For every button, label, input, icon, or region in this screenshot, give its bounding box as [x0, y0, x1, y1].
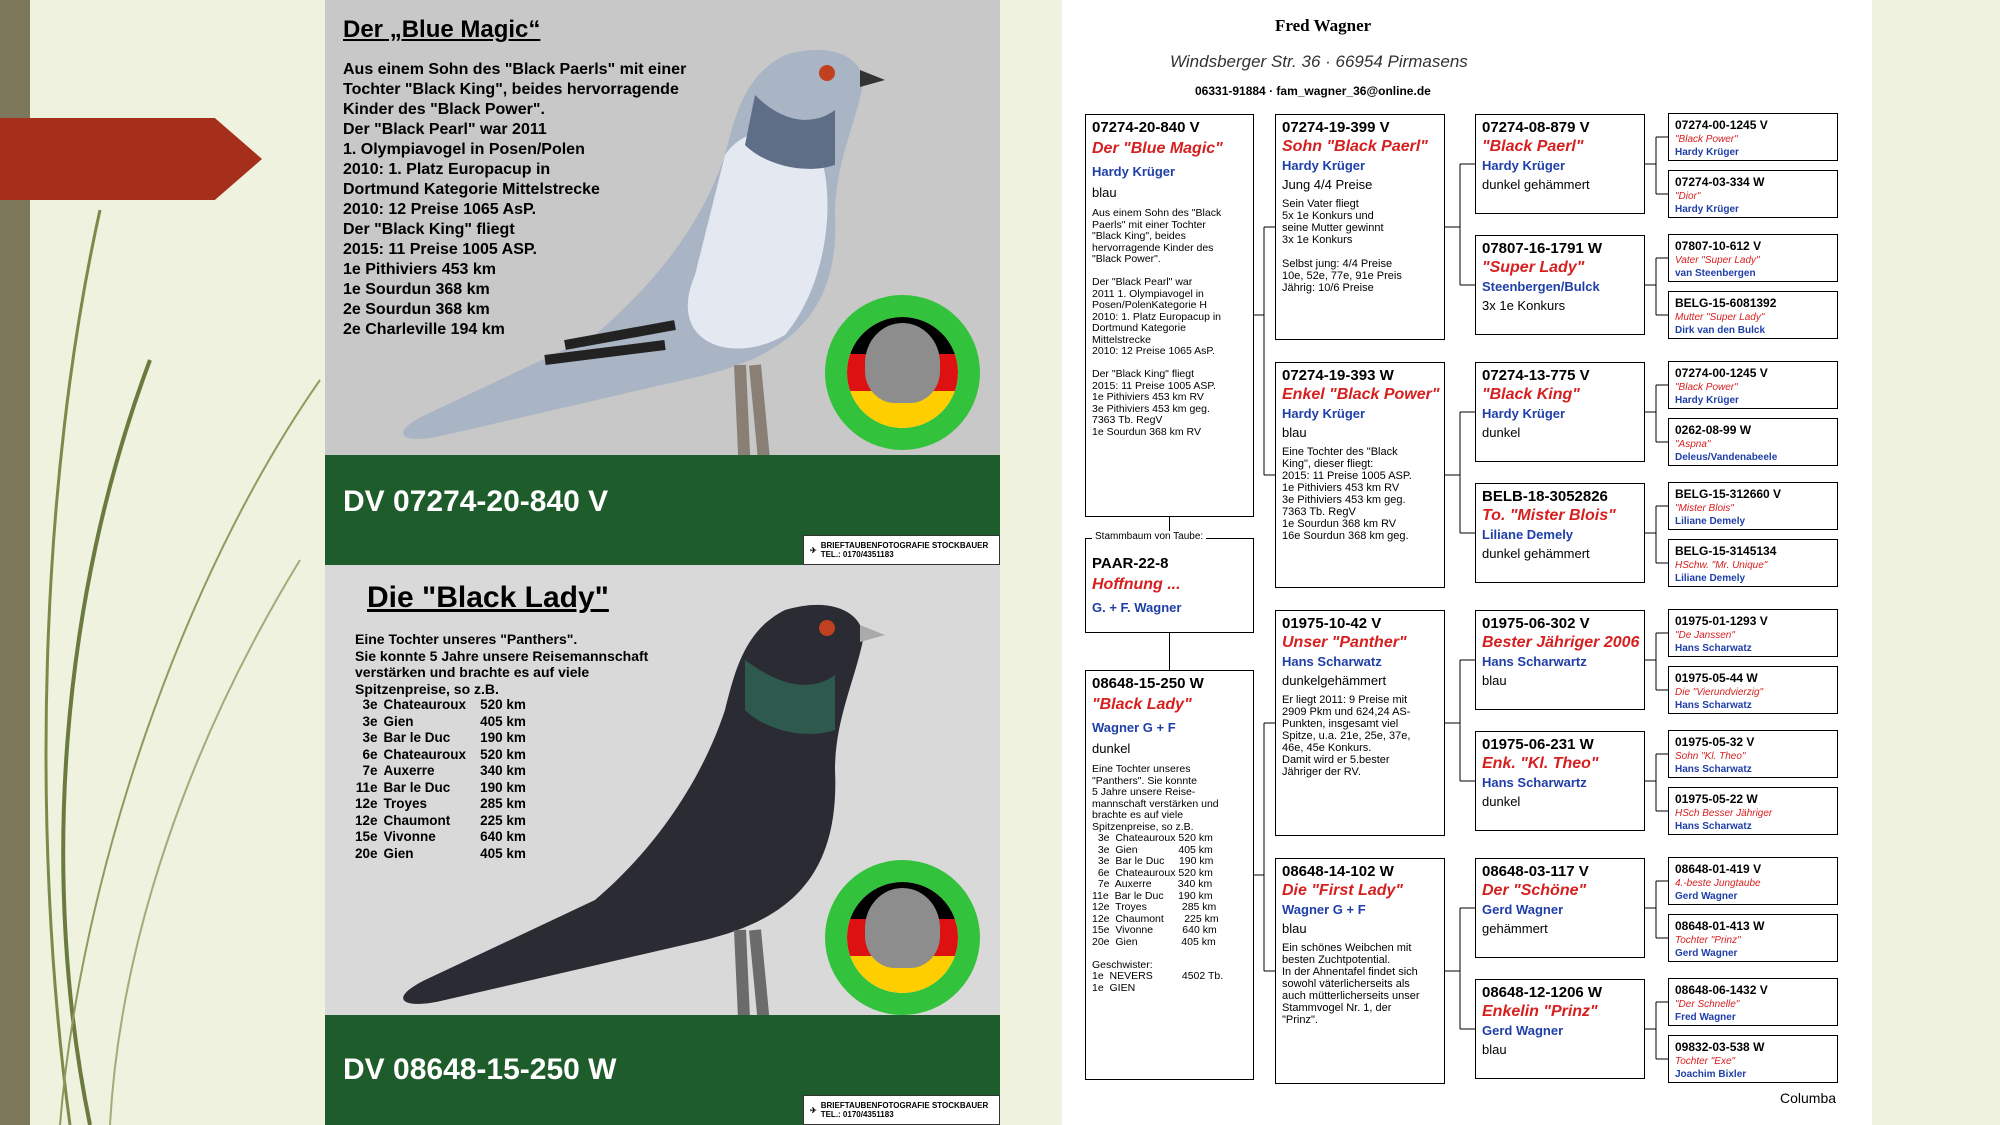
pigeon-logo-icon	[865, 888, 940, 968]
text-line: Spitzenpreise, so z.B.	[1092, 820, 1194, 833]
text-line: Sie konnte 5 Jahre unsere Reisemannschaft	[355, 647, 649, 664]
pedigree-bird: 07274-00-1245 V "Black Power" Hardy Krüger	[1668, 361, 1838, 409]
text-line: 12e Troyes 285 km	[1092, 901, 1217, 913]
text-line: Der "Black Pearl" war 2011	[343, 121, 547, 138]
text-line: 7363 Tb. RegV	[1092, 414, 1163, 426]
pedigree-bird: BELG-15-312660 V "Mister Blois" Liliane Demely	[1668, 482, 1838, 530]
text-line: 5x 1e Konkurs und	[1282, 210, 1374, 222]
photographer-label-2: ✈ BRIEFTAUBENFOTOGRAFIE STOCKBAUER TEL.: 0170/4351183	[803, 1095, 1000, 1125]
pedigree-bird: 08648-01-413 W Tochter "Prinz" Gerd Wagner	[1668, 914, 1838, 962]
pedigree-bird: 07274-19-399 V Sohn "Black Paerl" Hardy Krüger Jung 4/4 Preise Sein Vater fliegt 5x 1e Konkurs und seine Mutter gewinnt 3x 1e Konkurs Selbst jung: 4/4 Preise 10e, 52e, 77e, 91e Preis Jährig: 10/6 Preise	[1275, 114, 1445, 340]
result-row: 3e Chateauroux 520 km	[362, 697, 526, 712]
text-line: 1e Sourdun 368 km	[343, 281, 490, 298]
result-row: 3e Bar le Duc 190 km	[362, 730, 526, 745]
text-line: Sein Vater fliegt	[1282, 198, 1359, 210]
text-line: 2909 Pkm und 624,24 AS-	[1282, 706, 1411, 718]
text-line: 2010: 1. Platz Europacup in	[1092, 310, 1222, 323]
pedigree-bird: BELB-18-3052826 To. "Mister Blois" Liliane Demely dunkel gehämmert	[1475, 483, 1645, 583]
pedigree-bird: 07274-13-775 V "Black King" Hardy Krüger dunkel	[1475, 362, 1645, 462]
photographer-label: ✈ BRIEFTAUBENFOTOGRAFIE STOCKBAUER TEL.: 0170/4351183	[803, 535, 1000, 565]
text-line: 2010: 12 Preise 1065 AsP.	[343, 201, 537, 218]
pedigree-bird: 01975-05-44 W Die "Vierundvierzig" Hans Scharwatz	[1668, 666, 1838, 714]
pedigree-subject: 07274-20-840 V Der "Blue Magic" Hardy Krüger blau Aus einem Sohn des "Black Paerls" mit einer Tochter "Black King", beides hervorragende Kinder des "Black Power". Der "Black Pearl" war 2011 1. Olympiavogel in Posen/PolenKategorie H 2010: 1. Platz Europacup in Dortmund Kategorie Mittelstrecke 2010: 12 Preise 1065 AsP. Der "Black King" fliegt 2015: 11 Preise 1005 ASP. 1e Pithiviers 453 km RV 3e Pithiviers 453 km geg. 7363 Tb. RegV 1e Sourdun 368 km RV	[1085, 114, 1254, 517]
text-line: Dortmund Kategorie Mittelstrecke	[343, 181, 600, 198]
text-line: 2010: 1. Platz Europacup in	[343, 161, 551, 178]
text-line: Tochter "Black King", beides hervorragende	[343, 81, 679, 98]
result-row: 6e Chateauroux 520 km	[362, 746, 526, 762]
text-line: mannschaft verstärken und	[1092, 797, 1219, 810]
text-line: Paerls" mit einer Tochter	[1092, 218, 1206, 231]
text-line: 1e Pithiviers 453 km RV	[1092, 391, 1204, 403]
text-line: verstärken und brachte es auf viele	[355, 664, 590, 680]
text-line: Der "Black Pearl" war	[1092, 276, 1193, 288]
pedigree-bird: 01975-06-231 W Enk. "Kl. Theo" Hans Scharwartz dunkel	[1475, 731, 1645, 831]
pigeon-logo-icon	[865, 323, 940, 403]
owner-contact: 06331-91884 · fam_wagner_36@online.de	[1195, 84, 1431, 98]
blue-magic-photo-card	[325, 0, 1000, 565]
text-line: Der "Black King" fliegt	[343, 221, 515, 238]
text-line: 3e Bar le Duc 190 km	[1092, 855, 1214, 867]
pedigree-bird: 09832-03-538 W Tochter "Exe" Joachim Bixler	[1668, 1035, 1838, 1083]
text-line: Er liegt 2011: 9 Preise mit	[1282, 694, 1408, 706]
pedigree-bird: 01975-06-302 V Bester Jähriger 2006 Hans Scharwartz blau	[1475, 610, 1645, 710]
pedigree-bird: 08648-14-102 W Die "First Lady" Wagner G + F blau Ein schönes Weibchen mit besten Zuchtpotential. In der Ahnentafel findet sich sowohl väterlicherseits als auch mütterlicherseits unser Stammvogel Nr. 1, der "Prinz".	[1275, 858, 1445, 1084]
pedigree-bird: 07274-03-334 W "Dior" Hardy Krüger	[1668, 170, 1838, 218]
text-line: 46e, 45e Konkurs.	[1282, 742, 1372, 754]
black-lady-ring-number: DV 08648-15-250 W	[343, 1053, 617, 1086]
pedigree-bird: 08648-12-1206 W Enkelin "Prinz" Gerd Wagner blau	[1475, 979, 1645, 1079]
text-line: 2015: 11 Preise 1005 ASP.	[1282, 470, 1412, 482]
pedigree-bird: 01975-01-1293 V "De Janssen" Hans Scharwatz	[1668, 609, 1838, 657]
footer-brand: Columba	[1780, 1090, 1837, 1106]
text-line: Der "Black King" fliegt	[1092, 368, 1194, 380]
text-line: Kinder des "Black Power".	[343, 101, 545, 118]
text-line: Damit wird er 5.bester	[1282, 754, 1390, 766]
pedigree-bird: BELG-15-6081392 Mutter "Super Lady" Dirk van den Bulck	[1668, 291, 1838, 339]
text-line: Jähriger der RV.	[1282, 766, 1361, 778]
text-line: 2e Sourdun 368 km	[343, 301, 490, 318]
pedigree-pair: PAAR-22-8 Hoffnung ... G. + F. Wagner	[1085, 538, 1254, 633]
text-line: 12e Chaumont 225 km	[1092, 912, 1219, 925]
text-line: 1e Sourdun 368 km RV	[1282, 518, 1397, 530]
text-line: 1e NEVERS 4502 Tb.	[1092, 970, 1224, 982]
text-line: 2011 1. Olympiavogel in	[1092, 287, 1204, 300]
text-line: In der Ahnentafel findet sich	[1282, 966, 1418, 978]
pedigree-bird: 08648-03-117 V Der "Schöne" Gerd Wagner gehämmert	[1475, 858, 1645, 958]
text-line: 1. Olympiavogel in Posen/Polen	[343, 141, 585, 158]
pedigree-bird: 0262-08-99 W "Aspna" Deleus/Vandenabeele	[1668, 418, 1838, 466]
text-line: 3e Pithiviers 453 km geg.	[1282, 494, 1406, 506]
text-line: auch mütterlicherseits unser	[1282, 990, 1420, 1002]
pedigree-bird: 07274-19-393 W Enkel "Black Power" Hardy Krüger blau Eine Tochter des "Black King", dieser fliegt: 2015: 11 Preise 1005 ASP. 1e Pithiviers 453 km RV 3e Pithiviers 453 km geg. 7363 Tb. RegV 1e Sourdun 368 km RV 16e Sourdun 368 km geg.	[1275, 362, 1445, 588]
text-line: Selbst jung: 4/4 Preise	[1282, 258, 1393, 270]
text-line: 3e Chateauroux 520 km	[1092, 832, 1213, 844]
pedigree-bird: 08648-01-419 V 4.-beste Jungtaube Gerd Wagner	[1668, 857, 1838, 905]
text-line: "Prinz".	[1282, 1014, 1318, 1026]
text-line: 16e Sourdun 368 km geg.	[1282, 530, 1409, 542]
text-line: Jährig: 10/6 Preise	[1282, 282, 1374, 294]
result-row: 20e Gien 405 km	[355, 845, 526, 861]
text-line: 1e Pithiviers 453 km RV	[1282, 482, 1400, 494]
text-line: Posen/PolenKategorie H	[1092, 299, 1207, 311]
pigeon-blue-image	[365, 15, 885, 515]
text-line: Aus einem Sohn des "Black Paerls" mit einer	[343, 61, 687, 78]
text-line: "Black Power".	[1092, 253, 1161, 265]
result-row: 11e Bar le Duc 190 km	[355, 779, 526, 795]
text-line: Dortmund Kategorie	[1092, 322, 1186, 334]
text-line: Spitze, u.a. 21e, 25e, 37e,	[1282, 730, 1411, 742]
black-lady-photo-card	[325, 565, 1000, 1125]
text-line: Eine Tochter des "Black	[1282, 446, 1398, 458]
text-line: Stammvogel Nr. 1, der	[1282, 1002, 1392, 1014]
text-line: 11e Bar le Duc 190 km	[1092, 889, 1213, 902]
text-line: 2015: 11 Preise 1005 ASP.	[343, 241, 537, 258]
text-line: 1e Sourdun 368 km RV	[1092, 425, 1201, 438]
text-line: 3x 1e Konkurs	[1282, 234, 1353, 246]
pedigree-connectors	[1062, 0, 1872, 1125]
text-line: 1e Pithiviers 453 km	[343, 261, 496, 278]
text-line: Punkten, insgesamt viel	[1282, 718, 1399, 730]
text-line: 2010: 12 Preise 1065 AsP.	[1092, 345, 1215, 357]
text-line: "Panthers". Sie konnte	[1092, 774, 1197, 787]
text-line: besten Zuchtpotential.	[1282, 954, 1391, 966]
text-line: Aus einem Sohn des "Black	[1092, 207, 1222, 219]
text-line: Ein schönes Weibchen mit	[1282, 942, 1412, 954]
pedigree-bird: BELG-15-3145134 HSchw. "Mr. Unique" Liliane Demely	[1668, 539, 1838, 587]
blue-magic-title: Der „Blue Magic“	[343, 16, 541, 43]
text-line: 7363 Tb. RegV	[1282, 506, 1356, 518]
owner-address: Windsberger Str. 36 · 66954 Pirmasens	[1170, 52, 1468, 71]
text-line: Eine Tochter unseres "Panthers".	[355, 631, 578, 647]
text-line: 5 Jahre unsere Reise-	[1092, 786, 1196, 798]
pedigree-mother: 08648-15-250 W "Black Lady" Wagner G + F dunkel Eine Tochter unseres "Panthers". Sie konnte 5 Jahre unsere Reise- mannschaft verstärken und brachte es auf viele Spitzenpreise, so z.B. 3e Chateauroux 520 km 3e Gien 405 km 3e Bar le Duc 190 km 6e Chateauroux 520 km 7e Auxerre 340 km 11e Bar le Duc 190 km 12e Troyes 285 km 12e Chaumont 225 km 15e Vivonne 640 km 20e Gien 405 km Geschwister: 1e NEVERS 4502 Tb. 1e GIEN	[1085, 670, 1254, 1080]
text-line: 3e Pithiviers 453 km geg.	[1092, 402, 1210, 415]
text-line: 10e, 52e, 77e, 91e Preis	[1282, 270, 1402, 282]
text-line: 6e Chateauroux 520 km	[1092, 866, 1213, 879]
arrow-marker	[0, 118, 262, 200]
fred-wagner-logo	[825, 295, 980, 450]
text-line: 1e GIEN	[1092, 981, 1136, 994]
result-row: 3e Gien 405 km	[362, 713, 526, 729]
pedigree-bird: 01975-10-42 V Unser "Panther" Hans Scharwatz dunkelgehämmert Er liegt 2011: 9 Preise mit 2909 Pkm und 624,24 AS- Punkten, insgesamt viel Spitze, u.a. 21e, 25e, 37e, 46e, 45e Konkurs. Damit wird er 5.bester Jähriger der RV.	[1275, 610, 1445, 836]
text-line: sowohl väterlicherseits als	[1282, 978, 1410, 990]
decorative-curves	[0, 180, 330, 1125]
result-row: 15e Vivonne 640 km	[355, 829, 526, 844]
text-line: Spitzenpreise, so z.B.	[355, 680, 499, 697]
text-line: hervorragende Kinder des	[1092, 241, 1214, 254]
text-line: King", dieser fliegt:	[1282, 458, 1374, 470]
text-line: 7e Auxerre 340 km	[1092, 878, 1213, 890]
pedigree-bird: 07274-00-1245 V "Black Power" Hardy Krüger	[1668, 113, 1838, 161]
text-line: 2e Charleville 194 km	[343, 321, 505, 338]
text-line: Eine Tochter unseres	[1092, 763, 1191, 775]
result-row: 7e Auxerre 340 km	[362, 763, 526, 778]
pedigree-bird: 08648-06-1432 V "Der Schnelle" Fred Wagner	[1668, 978, 1838, 1026]
text-line: seine Mutter gewinnt	[1282, 222, 1384, 234]
result-row: 12e Chaumont 225 km	[355, 812, 526, 828]
pedigree-bird: 01975-05-32 V Sohn "Kl. Theo" Hans Scharwatz	[1668, 730, 1838, 778]
pigeon-black-image	[365, 580, 885, 1080]
text-line: Geschwister:	[1092, 958, 1153, 971]
text-line: 20e Gien 405 km	[1092, 935, 1216, 948]
pedigree-bird: 07274-08-879 V "Black Paerl" Hardy Krüger dunkel gehämmert	[1475, 114, 1645, 214]
result-row: 12e Troyes 285 km	[355, 796, 526, 811]
owner-name: Fred Wagner	[1275, 16, 1372, 35]
text-line: "Black King", beides	[1092, 230, 1186, 242]
text-line: brachte es auf viele	[1092, 809, 1184, 821]
text-line: 3e Gien 405 km	[1092, 843, 1213, 856]
text-line: 2015: 11 Preise 1005 ASP.	[1092, 379, 1216, 392]
pedigree-bird: 07807-10-612 V Vater "Super Lady" van Steenbergen	[1668, 234, 1838, 282]
blue-magic-ring-number: DV 07274-20-840 V	[343, 485, 609, 518]
pedigree-bird: 01975-05-22 W HSch Besser Jähriger Hans Scharwatz	[1668, 787, 1838, 835]
stammbaum-label: Stammbaum von Taube:	[1092, 531, 1206, 542]
text-line: Mittelstrecke	[1092, 333, 1151, 346]
text-line: 15e Vivonne 640 km	[1092, 924, 1217, 936]
pedigree-bird: 07807-16-1791 W "Super Lady" Steenbergen/Bulck 3x 1e Konkurs	[1475, 235, 1645, 335]
pedigree-sheet	[1062, 0, 1872, 1125]
fred-wagner-logo-2	[825, 860, 980, 1015]
black-lady-title: Die "Black Lady"	[367, 581, 609, 614]
